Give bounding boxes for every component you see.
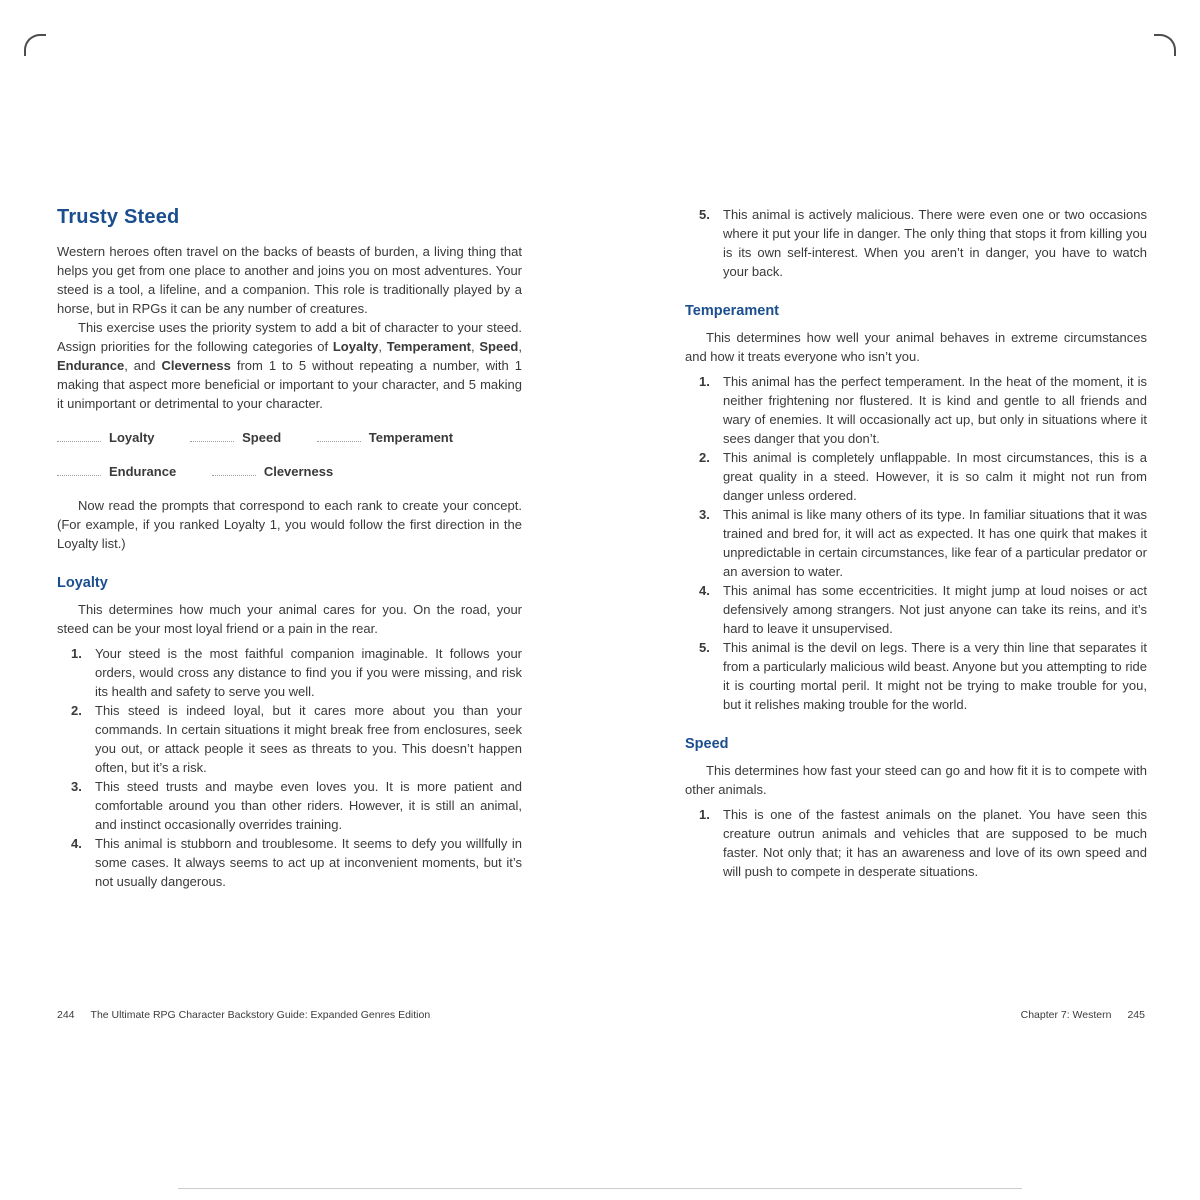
- priority-field-speed: [190, 430, 281, 445]
- corner-mark-top-left: [24, 34, 46, 56]
- priority-blanks-row-2: [57, 462, 522, 481]
- priority-field-endurance: [57, 464, 176, 479]
- blank-line: [57, 429, 101, 442]
- list-item-number: 1.: [699, 807, 710, 822]
- list-item: [57, 701, 522, 777]
- bold-term-cleverness: Cleverness: [161, 358, 231, 373]
- now-read-paragraph: Now read the prompts that correspond to each rank to create your concept. (For example, if you ranked Loyalty 1, you would follow the first direction in the Loyalty list.): [57, 498, 522, 551]
- list-item-text: This animal is stubborn and troublesome. It seems to defy you willfully in some cases. It always seems to act up at inconvenient moments, but it’s not usually dangerous.: [95, 836, 522, 889]
- blank-label: Speed: [242, 430, 282, 445]
- footer-right: [1021, 1008, 1145, 1022]
- blank-label: Temperament: [368, 430, 454, 445]
- blank-label: Endurance: [109, 464, 177, 479]
- blank-line: [212, 463, 256, 476]
- priority-field-cleverness: [212, 464, 333, 479]
- loyalty-heading: Loyalty: [57, 575, 108, 591]
- priority-paragraph: [57, 318, 522, 413]
- chapter-title: Chapter 7: Western: [1020, 1009, 1112, 1021]
- section-title: Trusty Steed: [57, 206, 180, 228]
- list-item: [57, 777, 522, 834]
- list-item-number: 3.: [71, 779, 82, 794]
- list-item: [685, 372, 1147, 448]
- list-item-text: This animal has some eccentricities. It might jump at loud noises or act defensively among strangers. Not just anyone can take its reins, and it’s hard to leave it unsupervised.: [723, 583, 1147, 636]
- priority-field-temperament: [317, 430, 453, 445]
- list-item-number: 3.: [699, 507, 710, 522]
- corner-mark-top-right: [1154, 34, 1176, 56]
- list-item-number: 2.: [699, 450, 710, 465]
- temperament-heading: Temperament: [685, 303, 780, 319]
- list-item: [57, 644, 522, 701]
- blank-line: [190, 429, 234, 442]
- list-item-number: 4.: [699, 583, 710, 598]
- text-segment: ,: [518, 339, 522, 354]
- temperament-list: [685, 372, 1147, 714]
- priority-blanks-row-1: [57, 428, 522, 447]
- text-segment: , and: [124, 358, 162, 373]
- text-segment: ,: [471, 339, 480, 354]
- intro-paragraph: Western heroes often travel on the backs of beasts of burden, a living thing that helps you get from one place to another and joins you on most adventures. Your steed is a tool, a lifeline, and a companion. This role is traditionally played by a horse, but in RPGs it can be any number of creatures.: [57, 244, 522, 316]
- list-item-text: This animal is like many others of its type. In familiar situations that it was trained and bred for, it will act as expected. It has one quirk that makes it unpredictable in certain circumstances, like fear of a particular predator or an aversion to water.: [723, 507, 1147, 579]
- loyalty-intro: This determines how much your animal cares for you. On the road, your steed can be your most loyal friend or a pain in the rear.: [57, 602, 522, 636]
- list-item-text: This animal is the devil on legs. There is a very thin line that separates it from a particularly malicious wild beast. Anyone but you attempting to ride it is courting mortal peril. It might not be trying to make trouble for you, but it relishes making trouble for the world.: [723, 640, 1147, 712]
- speed-heading: Speed: [685, 736, 729, 752]
- list-item-number: 1.: [699, 374, 710, 389]
- list-item-number: 5.: [699, 640, 710, 655]
- list-item-number: 5.: [699, 207, 710, 222]
- book-title: The Ultimate RPG Character Backstory Guide: Expanded Genres Edition: [90, 1009, 431, 1021]
- page-number-right: 245: [1127, 1009, 1145, 1021]
- page-number-left: 244: [57, 1009, 75, 1021]
- bottom-edge-line: [178, 1188, 1022, 1189]
- list-item: [685, 205, 1147, 281]
- page-right: [685, 205, 1147, 881]
- bold-term-temperament: Temperament: [386, 339, 472, 354]
- text-segment: This exercise uses the priority system to add a bit of character to your steed. Assign priorities for the following categories of: [57, 320, 522, 354]
- blank-label: Loyalty: [109, 430, 155, 445]
- list-item: [685, 505, 1147, 581]
- text-segment: ,: [378, 339, 387, 354]
- temperament-intro: This determines how well your animal behaves in extreme circumstances and how it treats everyone who isn’t you.: [685, 330, 1147, 364]
- list-item: [685, 581, 1147, 638]
- list-item-number: 2.: [71, 703, 82, 718]
- speed-list: [685, 805, 1147, 881]
- page-left: [57, 205, 522, 891]
- footer-left: [57, 1008, 430, 1022]
- blank-line: [317, 429, 361, 442]
- list-item-text: This steed trusts and maybe even loves you. It is more patient and comfortable around you than other riders. However, it is still an animal, and instinct occasionally overrides training.: [95, 779, 522, 832]
- list-item-text: This animal is completely unflappable. In most circumstances, this is a great quality in a steed. However, it is so calm it might not run from danger unless ordered.: [723, 450, 1147, 503]
- bold-term-endurance: Endurance: [57, 358, 125, 373]
- bold-term-loyalty: Loyalty: [332, 339, 379, 354]
- list-item: [57, 834, 522, 891]
- list-item-number: 4.: [71, 836, 82, 851]
- list-item-text: This animal has the perfect temperament. In the heat of the moment, it is neither frightening nor flustered. It is kind and gentle to all friends and wary of enemies. It will occasionally act up, but only in situations where it sees danger that you don’t.: [723, 374, 1147, 446]
- blank-line: [57, 463, 101, 476]
- list-item: [685, 638, 1147, 714]
- list-item-text: Your steed is the most faithful companion imaginable. It follows your orders, would cross any distance to find you if you were missing, and risk its health and safety to serve you well.: [95, 646, 522, 699]
- list-item: [685, 448, 1147, 505]
- text-segment: from 1 to 5 without repeating a number, with 1 making that aspect more beneficial or important to your character, and 5 making it unimportant or detrimental to your character.: [57, 358, 522, 411]
- list-item-text: This is one of the fastest animals on the planet. You have seen this creature outrun animals and vehicles that are supposed to be much faster. Not only that; it has an awareness and love of its own speed and will push to compete in desperate situations.: [723, 807, 1147, 879]
- list-item-number: 1.: [71, 646, 82, 661]
- priority-field-loyalty: [57, 430, 155, 445]
- speed-intro: This determines how fast your steed can go and how fit it is to compete with other animals.: [685, 763, 1147, 797]
- loyalty-list: [57, 644, 522, 891]
- blank-label: Cleverness: [263, 464, 334, 479]
- bold-term-speed: Speed: [479, 339, 519, 354]
- list-item-text: This animal is actively malicious. There were even one or two occasions where it put your life in danger. The only thing that stops it from killing you is its own self-interest. When you aren’t in danger, you have to watch your back.: [723, 207, 1147, 279]
- list-item: [685, 805, 1147, 881]
- list-item-text: This steed is indeed loyal, but it cares more about you than your commands. In certain situations it might break free from enclosures, seek you out, or attack people it sees as threats to you. This doesn’t happen often, but it’s a risk.: [95, 703, 522, 775]
